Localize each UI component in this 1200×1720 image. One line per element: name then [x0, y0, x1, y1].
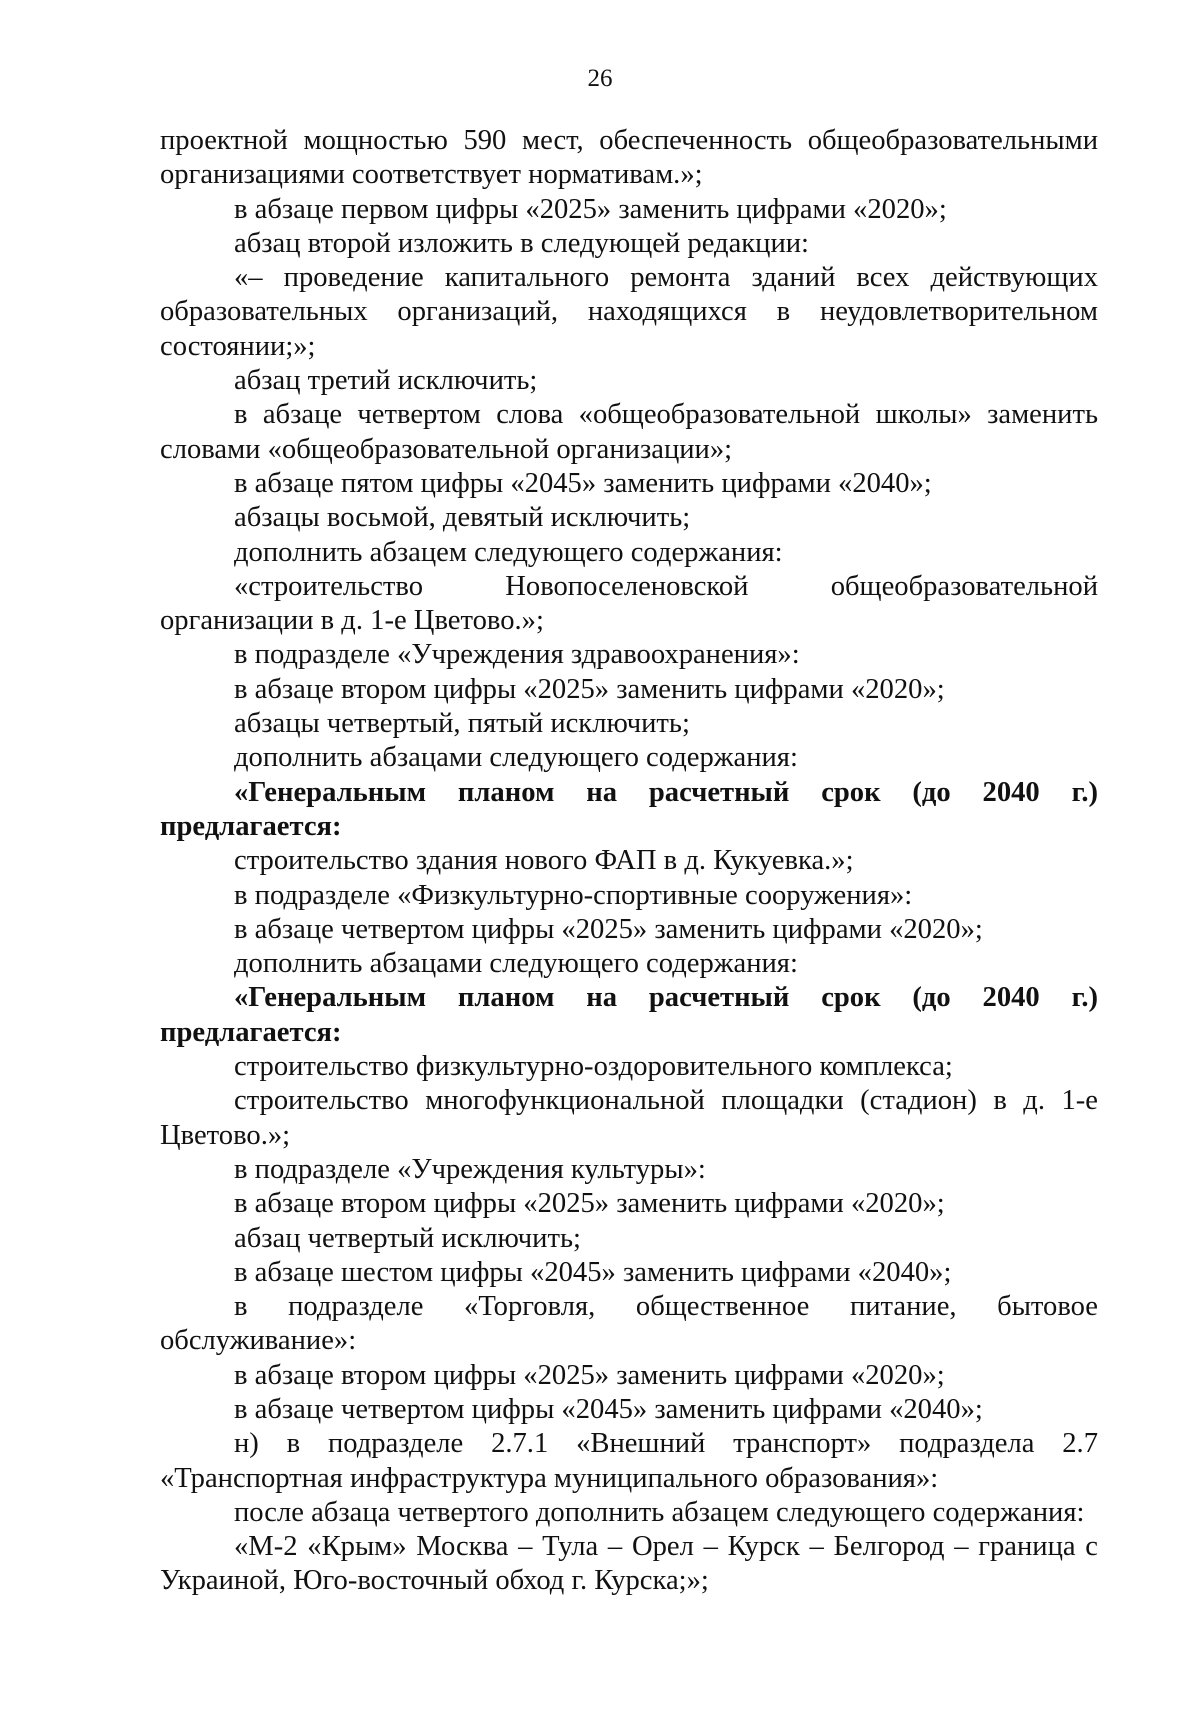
- paragraph: дополнить абзацами следующего содержания:: [234, 742, 798, 774]
- paragraph: «Генеральным планом на расчетный срок (до 2040 г.) предлагается:: [160, 776, 1098, 842]
- paragraph: абзац третий исключить;: [234, 365, 538, 397]
- page-number: 26: [587, 65, 613, 92]
- paragraph: строительство здания нового ФАП в д. Кукуевка.»;: [234, 845, 854, 877]
- paragraph: в абзаце шестом цифры «2045» заменить цифрами «2040»;: [234, 1256, 952, 1288]
- paragraph: н) в подразделе 2.7.1 «Внешний транспорт» подраздела 2.7 «Транспортная инфраструктура муниципального образования»:: [160, 1428, 1098, 1494]
- paragraph: в подразделе «Физкультурно-спортивные сооружения»:: [234, 879, 913, 911]
- paragraph: «строительство Новопоселеновской общеобразовательной организации в д. 1-е Цветово.»;: [160, 570, 1098, 637]
- paragraph: в абзаце втором цифры «2025» заменить цифрами «2020»;: [234, 1359, 945, 1391]
- paragraph: «Генеральным планом на расчетный срок (до 2040 г.) предлагается:: [160, 982, 1098, 1048]
- paragraph: в абзаце первом цифры «2025» заменить цифрами «2020»;: [234, 193, 947, 225]
- paragraph: строительство многофункциональной площадки (стадион) в д. 1-е Цветово.»;: [160, 1085, 1098, 1151]
- paragraph: «М-2 «Крым» Москва – Тула – Орел – Курск – Белгород – граница с Украиной, Юго-восточный обход г. Курска;»;: [160, 1531, 1098, 1597]
- paragraph: в подразделе «Учреждения культуры»:: [234, 1153, 706, 1185]
- paragraph: в абзаце втором цифры «2025» заменить цифрами «2020»;: [234, 673, 945, 705]
- paragraph: в подразделе «Торговля, общественное питание, бытовое обслуживание»:: [160, 1291, 1098, 1357]
- paragraph: абзацы четвертый, пятый исключить;: [234, 708, 690, 740]
- paragraph: строительство физкультурно-оздоровительного комплекса;: [234, 1051, 953, 1083]
- paragraph: в абзаце четвертом слова «общеобразовательной школы» заменить словами «общеобразовательной организации»;: [160, 399, 1098, 465]
- paragraph: дополнить абзацем следующего содержания:: [234, 536, 783, 568]
- paragraph: дополнить абзацами следующего содержания:: [234, 948, 798, 980]
- paragraph: проектной мощностью 590 мест, обеспеченность общеобразовательными организациями соответствует нормативам.»;: [160, 125, 1098, 191]
- paragraph: после абзаца четвертого дополнить абзацем следующего содержания:: [234, 1496, 1085, 1528]
- paragraph: абзац четвертый исключить;: [234, 1222, 581, 1254]
- paragraph: «– проведение капитального ремонта зданий всех действующих образовательных организаций, находящихся в неудовлетворительном состоянии;»;: [160, 262, 1098, 362]
- document-body: [160, 124, 1098, 1599]
- paragraph: в абзаце пятом цифры «2045» заменить цифрами «2040»;: [234, 467, 932, 499]
- paragraph: в абзаце четвертом цифры «2025» заменить цифрами «2020»;: [234, 913, 983, 945]
- paragraph: в абзаце четвертом цифры «2045» заменить цифрами «2040»;: [234, 1393, 983, 1425]
- paragraph: в подразделе «Учреждения здравоохранения»:: [234, 639, 800, 671]
- paragraph: абзац второй изложить в следующей редакции:: [234, 227, 810, 259]
- paragraph: абзацы восьмой, девятый исключить;: [234, 502, 691, 534]
- paragraph: в абзаце втором цифры «2025» заменить цифрами «2020»;: [234, 1188, 945, 1220]
